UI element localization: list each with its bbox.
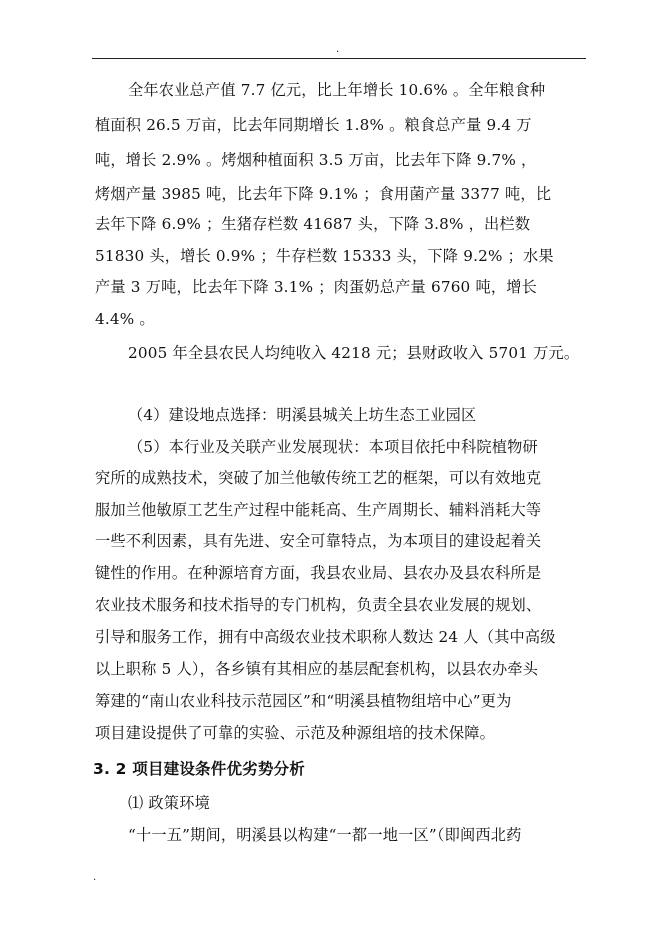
industry-line: 究所的成熟技术，突破了加兰他敏传统工艺的框架，可以有效地克: [95, 469, 542, 487]
stats-line: 植面积 26.5 万亩，比去年同期增长 1.8% 。粮食总产量 9.4 万: [95, 116, 532, 134]
industry-line: 筹建的“南山农业科技示范园区”和“明溪县植物组培中心”更为: [95, 692, 512, 710]
policy-line: “十一五”期间，明溪县以构建“一都一地一区”（即闽西北药: [128, 826, 522, 844]
stats-line: 去年下降 6.9% ；生猪存栏数 41687 头，下降 3.8% ，出栏数: [95, 215, 531, 233]
industry-line: 引导和服务工作，拥有中高级农业技术职称人数达 24 人（其中高级: [95, 628, 556, 646]
subsection-heading: ⑴ 政策环境: [128, 794, 210, 812]
header-mark: .: [336, 44, 340, 55]
stats-line: 4.4% 。: [95, 310, 155, 328]
industry-line: 农业技术服务和技术指导的专门机构，负责全县农业发展的规划、: [95, 596, 542, 614]
income-paragraph: 2005 年全县农民人均纯收入 4218 元；县财政收入 5701 万元。: [128, 344, 580, 362]
industry-line: 以上职称 5 人），各乡镇有其相应的基层配套机构，以县农办牵头: [95, 660, 539, 678]
stats-line: 烤烟产量 3985 吨，比去年下降 9.1% ；食用菌产量 3377 吨，比: [95, 185, 552, 203]
footer-mark: .: [93, 872, 97, 883]
industry-line: 服加兰他敏原工艺生产过程中能耗高、生产周期长、辅料消耗大等: [95, 501, 542, 519]
site-paragraph: （4）建设地点选择：明溪县城关上坊生态工业园区: [128, 406, 477, 424]
stats-line: 全年农业总产值 7.7 亿元，比上年增长 10.6% 。全年粮食种: [128, 81, 546, 99]
stats-line: 51830 头，增长 0.9% ；牛存栏数 15333 头，下降 9.2% ；水果: [95, 247, 554, 265]
industry-line: 键性的作用。在种源培育方面，我县农业局、县农办及县农科所是: [95, 564, 542, 582]
industry-line: 一些不利因素，具有先进、安全可靠特点，为本项目的建设起着关: [95, 532, 542, 550]
header-rule: [92, 58, 586, 59]
stats-line: 吨，增长 2.9% 。烤烟种植面积 3.5 万亩，比去年下降 9.7% ，: [95, 151, 537, 169]
industry-line: 项目建设提供了可靠的实验、示范及种源组培的技术保障。: [95, 724, 496, 742]
stats-line: 产量 3 万吨，比去年下降 3.1% ；肉蛋奶总产量 6760 吨，增长: [95, 278, 538, 296]
section-heading: 3. 2 项目建设条件优劣势分析: [93, 760, 305, 778]
industry-line: （5）本行业及关联产业发展现状：本项目依托中科院植物研: [128, 438, 538, 456]
